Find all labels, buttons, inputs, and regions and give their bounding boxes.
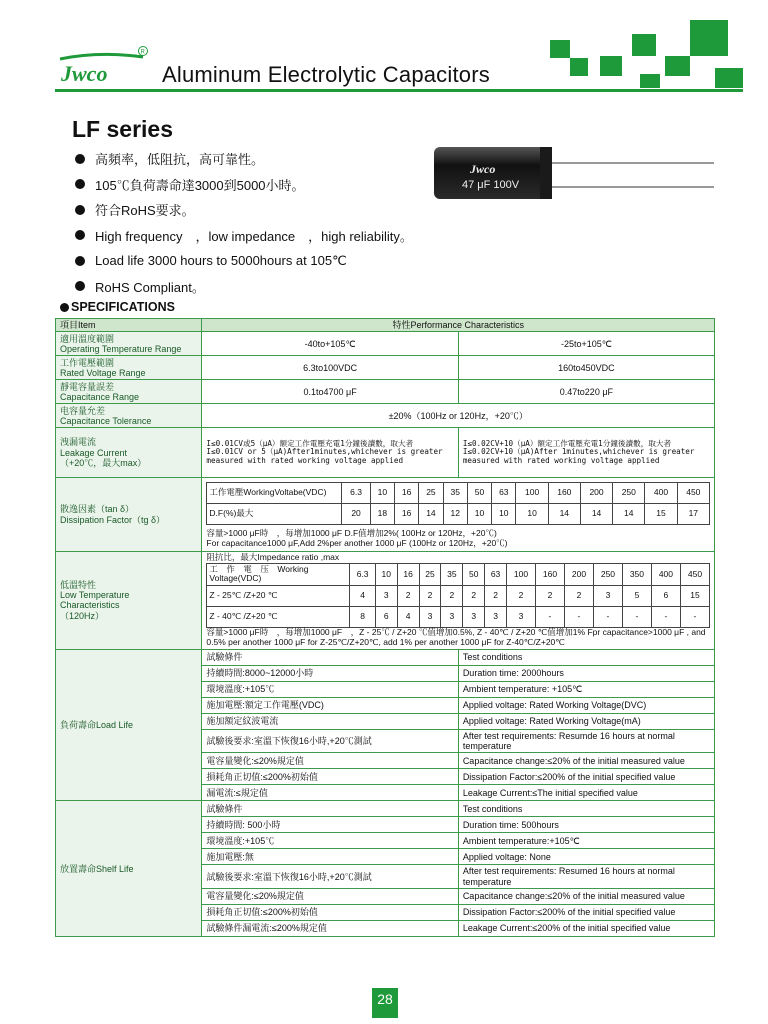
imp-voltage-cell: 100 bbox=[507, 563, 536, 586]
imp-r2-cell: - bbox=[535, 607, 564, 628]
imp-row2-label: Z - 40℃ /Z+20 ℃ bbox=[207, 607, 350, 628]
bullet-icon bbox=[75, 205, 85, 215]
capacitor-image bbox=[432, 143, 722, 203]
feature-item bbox=[75, 248, 413, 274]
load-life-en-cell: Applied voltage: Rated Working Voltage(mA) bbox=[458, 713, 714, 729]
feature-text: 105℃負荷壽命達3000到5000小時。 bbox=[95, 177, 305, 193]
imp-voltage-cell: 6.3 bbox=[350, 563, 375, 586]
imp-voltage-cell: 450 bbox=[680, 563, 709, 586]
table-cell: 0.1to4700 μF bbox=[202, 380, 458, 404]
table-row bbox=[56, 332, 715, 356]
row-label: 电容量允差 Capacitance Tolerance bbox=[56, 404, 202, 428]
df-voltage-label: 工作電壓WorkingVoltabe(VDC) bbox=[207, 483, 342, 504]
imp-voltage-cell: 25 bbox=[419, 563, 441, 586]
feature-item bbox=[75, 274, 413, 300]
impedance-table bbox=[206, 563, 710, 629]
imp-voltage-cell: 200 bbox=[564, 563, 593, 586]
shelf-life-en-cell: Applied voltage: None bbox=[458, 849, 714, 865]
imp-row1-label: Z - 25℃ /Z+20 ℃ bbox=[207, 586, 350, 607]
jwco-logo bbox=[55, 45, 150, 90]
load-life-zh-cell: 電容量變化:≤20%規定值 bbox=[202, 753, 458, 769]
svg-text:R: R bbox=[140, 49, 145, 56]
table-cell: ±20%（100Hz or 120Hz，+20℃） bbox=[202, 404, 715, 428]
feature-item bbox=[75, 146, 413, 172]
df-value-cell: 20 bbox=[342, 504, 370, 525]
shelf-life-en-cell: Leakage Current:≤200% of the initial specified value bbox=[458, 921, 714, 937]
imp-r2-cell: 3 bbox=[463, 607, 485, 628]
imp-r2-cell: 3 bbox=[507, 607, 536, 628]
table-cell bbox=[202, 478, 715, 552]
row-label: 散逸因素（tan δ） Dissipation Factor（tg δ） bbox=[56, 478, 202, 552]
df-voltage-cell: 35 bbox=[443, 483, 467, 504]
table-cell: 0.47to220 μF bbox=[458, 380, 714, 404]
capacitor-marking: 47 μF 100V bbox=[462, 179, 520, 191]
load-life-en-cell: Capacitance change:≤20% of the initial measured value bbox=[458, 753, 714, 769]
df-voltage-cell: 10 bbox=[370, 483, 394, 504]
shelf-life-en-cell: Dissipation Factor:≤200% of the initial specified value bbox=[458, 905, 714, 921]
bullet-icon bbox=[75, 230, 85, 240]
table-cell: I≤0.01CV或5（μA）額定工作電壓充電1分鐘後讀數，取大者 I≤0.01CV or 5（μA)After1minutes,whichever is greater measured with rated working voltage applied bbox=[202, 428, 458, 478]
imp-r2-cell: - bbox=[680, 607, 709, 628]
impedance-title: 阻抗比，最大Impedance ratio ,max bbox=[206, 551, 340, 562]
load-life-zh-cell: 施加額定紋波電流 bbox=[202, 713, 458, 729]
bullet-icon bbox=[75, 179, 85, 189]
imp-r1-cell: 5 bbox=[622, 586, 651, 607]
shelf-life-zh-cell: 持續時間: 500小時 bbox=[202, 817, 458, 833]
row-label: 洩漏電流 Leakage Current （+20℃，最大max） bbox=[56, 428, 202, 478]
bullet-icon bbox=[75, 154, 85, 164]
imp-r1-cell: 2 bbox=[441, 586, 463, 607]
df-value-cell: 10 bbox=[492, 504, 516, 525]
imp-r1-cell: 3 bbox=[375, 586, 397, 607]
imp-voltage-label: 工 作 電 压 Working Voltage(VDC) bbox=[207, 563, 350, 586]
df-value-cell: 14 bbox=[613, 504, 645, 525]
item-header: 項目Item bbox=[56, 319, 202, 332]
df-value-cell: 14 bbox=[419, 504, 443, 525]
shelf-life-en-cell: Capacitance change:≤20% of the initial measured value bbox=[458, 889, 714, 905]
imp-r1-cell: 3 bbox=[593, 586, 622, 607]
shelf-life-en-cell: Ambient temperature:+105℃ bbox=[458, 833, 714, 849]
bullet-icon bbox=[60, 303, 69, 312]
imp-voltage-cell: 160 bbox=[535, 563, 564, 586]
df-voltage-cell: 16 bbox=[394, 483, 418, 504]
shelf-life-en-cell: Test conditions bbox=[458, 801, 714, 817]
df-voltage-cell: 400 bbox=[645, 483, 677, 504]
load-life-zh-cell: 試驗後要求:室溫下恢復16小時,+20℃測試 bbox=[202, 729, 458, 753]
imp-r1-cell: 2 bbox=[463, 586, 485, 607]
load-life-en-cell: Dissipation Factor:≤200% of the initial specified value bbox=[458, 769, 714, 785]
imp-r1-cell: 2 bbox=[535, 586, 564, 607]
df-note-en: For capacitance1000 μF,Add 2%per another 1000 μF (100Hz or 120Hz，+20℃) bbox=[206, 538, 508, 549]
capacitor-brand: Jwco bbox=[470, 162, 496, 176]
table-cell: -25to+105℃ bbox=[458, 332, 714, 356]
svg-text:Jwco: Jwco bbox=[61, 61, 108, 86]
shelf-life-zh-cell: 試驗條件 bbox=[202, 801, 458, 817]
shelf-life-zh-cell: 環境溫度:+105℃ bbox=[202, 833, 458, 849]
table-cell: 160to450VDC bbox=[458, 356, 714, 380]
feature-text: RoHS Compliant。 bbox=[95, 279, 205, 295]
shelf-life-zh-cell: 施加電壓:無 bbox=[202, 849, 458, 865]
series-title: LF series bbox=[72, 116, 173, 142]
load-life-zh-cell: 環境溫度:+105℃ bbox=[202, 681, 458, 697]
imp-r1-cell: 6 bbox=[651, 586, 680, 607]
imp-r2-cell: 3 bbox=[485, 607, 507, 628]
shelf-life-en-cell: After test requirements: Resumed 16 hours at normal temperature bbox=[458, 865, 714, 889]
table-row bbox=[56, 356, 715, 380]
table-cell: 6.3to100VDC bbox=[202, 356, 458, 380]
imp-r1-cell: 15 bbox=[680, 586, 709, 607]
feature-item bbox=[75, 223, 413, 249]
df-value-cell: 17 bbox=[677, 504, 709, 525]
df-note-zh: 容量>1000 μF時 ，每增加1000 μF D.F值增加2%( 100Hz or 120Hz，+20℃) bbox=[206, 528, 497, 539]
imp-voltage-cell: 10 bbox=[375, 563, 397, 586]
specifications-title: SPECIFICATIONS bbox=[71, 300, 175, 314]
load-life-zh-cell: 漏電流:≤規定值 bbox=[202, 785, 458, 801]
table-header-row bbox=[56, 319, 715, 332]
shelf-life-zh-cell: 試驗條件漏電流:≤200%規定值 bbox=[202, 921, 458, 937]
shelf-life-zh-cell: 試驗後要求:室溫下恢復16小時,+20℃測試 bbox=[202, 865, 458, 889]
imp-voltage-cell: 35 bbox=[441, 563, 463, 586]
imp-voltage-cell: 250 bbox=[593, 563, 622, 586]
df-value-cell: 18 bbox=[370, 504, 394, 525]
load-life-zh-cell: 持續時間:8000~12000小時 bbox=[202, 665, 458, 681]
shelf-life-row bbox=[56, 801, 715, 817]
table-cell: I≤0.02CV+10（μA）額定工作電壓充電1分鐘後讀數，取大者 I≤0.02CV+10（μA)After 1minutes,whichever is greater measured with rated working voltage applied bbox=[458, 428, 714, 478]
df-value-cell: 14 bbox=[548, 504, 580, 525]
df-voltage-cell: 450 bbox=[677, 483, 709, 504]
shelf-life-label: 放置壽命Shelf Life bbox=[56, 801, 202, 937]
table-cell: -40to+105℃ bbox=[202, 332, 458, 356]
specifications-table bbox=[55, 318, 715, 937]
load-life-zh-cell: 損耗角正切值:≤200%初始值 bbox=[202, 769, 458, 785]
df-value-cell: 16 bbox=[394, 504, 418, 525]
imp-r1-cell: 2 bbox=[507, 586, 536, 607]
imp-r1-cell: 2 bbox=[419, 586, 441, 607]
feature-text: High frequency ，low impedance ，high reliability。 bbox=[95, 228, 413, 244]
impedance-note: 容量>1000 μF時 ，每增加1000 μF ，Z - 25℃ / Z+20 ℃值增加0.5%, Z - 40℃ / Z+20 ℃值增加1% Fpr capacitance>1000 μF , and 0.5% per another 1000 μF for Z-25℃/Z+20℃, add 1% per another 1000 μF for Z-40℃/Z+20℃ bbox=[206, 627, 706, 647]
specifications-heading bbox=[60, 300, 175, 314]
df-value-label: D.F(%)最大 bbox=[207, 504, 342, 525]
load-life-label: 負荷壽命Load Life bbox=[56, 649, 202, 801]
row-label: 工作電壓範圍 Rated Voltage Range bbox=[56, 356, 202, 380]
page-title: Aluminum Electrolytic Capacitors bbox=[162, 62, 490, 87]
imp-r2-cell: 3 bbox=[419, 607, 441, 628]
checker-decoration bbox=[540, 18, 745, 90]
imp-r2-cell: - bbox=[651, 607, 680, 628]
df-value-cell: 10 bbox=[467, 504, 491, 525]
imp-r2-cell: - bbox=[622, 607, 651, 628]
imp-voltage-cell: 63 bbox=[485, 563, 507, 586]
feature-text: Load life 3000 hours to 5000hours at 105℃ bbox=[95, 252, 347, 268]
df-voltage-cell: 100 bbox=[516, 483, 548, 504]
imp-r1-cell: 2 bbox=[564, 586, 593, 607]
df-voltage-cell: 200 bbox=[580, 483, 612, 504]
imp-r2-cell: 3 bbox=[441, 607, 463, 628]
df-value-cell: 12 bbox=[443, 504, 467, 525]
table-row bbox=[56, 404, 715, 428]
imp-r2-cell: - bbox=[593, 607, 622, 628]
df-voltage-cell: 63 bbox=[492, 483, 516, 504]
imp-voltage-cell: 16 bbox=[397, 563, 419, 586]
load-life-row bbox=[56, 649, 715, 665]
imp-voltage-cell: 350 bbox=[622, 563, 651, 586]
imp-voltage-cell: 50 bbox=[463, 563, 485, 586]
load-life-en-cell: Test conditions bbox=[458, 649, 714, 665]
feature-text: 符合RoHS要求。 bbox=[95, 203, 195, 219]
imp-voltage-cell: 400 bbox=[651, 563, 680, 586]
feature-list bbox=[75, 146, 413, 299]
df-table bbox=[206, 482, 710, 525]
page-number: 28 bbox=[372, 988, 398, 1018]
df-voltage-cell: 25 bbox=[419, 483, 443, 504]
row-label: 適用溫度範圍 Operating Temperature Range bbox=[56, 332, 202, 356]
feature-item bbox=[75, 197, 413, 223]
df-voltage-cell: 250 bbox=[613, 483, 645, 504]
feature-item bbox=[75, 172, 413, 198]
imp-r2-cell: - bbox=[564, 607, 593, 628]
shelf-life-zh-cell: 電容量變化:≤20%規定值 bbox=[202, 889, 458, 905]
row-label: 靜電容量誤差 Capacitance Range bbox=[56, 380, 202, 404]
imp-r1-cell: 2 bbox=[397, 586, 419, 607]
table-row bbox=[56, 428, 715, 478]
table-row bbox=[56, 380, 715, 404]
df-voltage-cell: 160 bbox=[548, 483, 580, 504]
table-row bbox=[56, 551, 715, 649]
load-life-en-cell: Ambient temperature: +105℃ bbox=[458, 681, 714, 697]
load-life-en-cell: Leakage Current:≤The initial specified value bbox=[458, 785, 714, 801]
shelf-life-zh-cell: 損耗角正切值:≤200%初始值 bbox=[202, 905, 458, 921]
row-label: 低溫特性 Low Temperature Characteristics （120Hz） bbox=[56, 551, 202, 649]
load-life-en-cell: After test requirements: Resumde 16 hours at normal temperature bbox=[458, 729, 714, 753]
bullet-icon bbox=[75, 281, 85, 291]
imp-r2-cell: 8 bbox=[350, 607, 375, 628]
table-cell bbox=[202, 551, 715, 649]
table-row bbox=[56, 478, 715, 552]
df-voltage-cell: 50 bbox=[467, 483, 491, 504]
df-value-cell: 15 bbox=[645, 504, 677, 525]
df-voltage-cell: 6.3 bbox=[342, 483, 370, 504]
df-value-cell: 10 bbox=[516, 504, 548, 525]
imp-r2-cell: 6 bbox=[375, 607, 397, 628]
shelf-life-en-cell: Duration time: 500hours bbox=[458, 817, 714, 833]
imp-r1-cell: 2 bbox=[485, 586, 507, 607]
feature-text: 高頻率，低阻抗，高可靠性。 bbox=[95, 152, 265, 168]
imp-r1-cell: 4 bbox=[350, 586, 375, 607]
perf-header: 特性Performance Characteristics bbox=[202, 319, 715, 332]
load-life-zh-cell: 試驗條件 bbox=[202, 649, 458, 665]
bullet-icon bbox=[75, 256, 85, 266]
load-life-en-cell: Applied voltage: Rated Working Voltage(DVC) bbox=[458, 697, 714, 713]
load-life-zh-cell: 施加電壓:額定工作電壓(VDC) bbox=[202, 697, 458, 713]
imp-r2-cell: 4 bbox=[397, 607, 419, 628]
df-value-cell: 14 bbox=[580, 504, 612, 525]
load-life-en-cell: Duration time: 2000hours bbox=[458, 665, 714, 681]
